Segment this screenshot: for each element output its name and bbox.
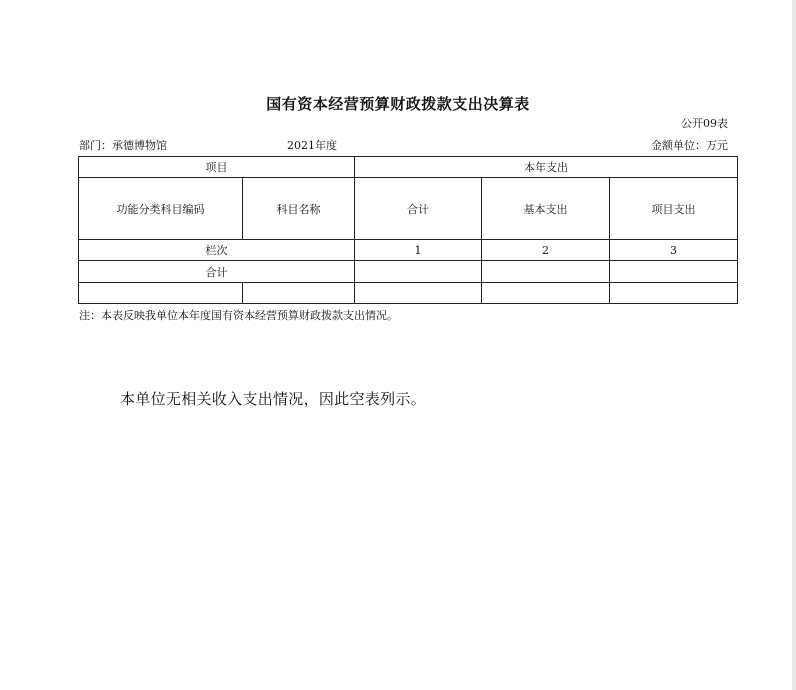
budget-table [78, 156, 738, 304]
header-item: 项目 [79, 157, 355, 178]
table-note: 注：本表反映我单位本年度国有资本经营预算财政拨款支出情况。 [79, 309, 398, 322]
empty-table-message: 本单位无相关收入支出情况，因此空表列示。 [120, 390, 427, 408]
fiscal-year: 2021年度 [287, 139, 337, 152]
col-basic: 基本支出 [482, 178, 610, 240]
form-number: 公开09表 [681, 117, 728, 130]
empty-cell [243, 283, 355, 304]
table-row-total [79, 261, 738, 283]
index-3: 3 [610, 240, 738, 261]
table-header-row [79, 157, 738, 178]
empty-cell [79, 283, 243, 304]
index-2: 2 [482, 240, 610, 261]
col-subject-name: 科目名称 [243, 178, 355, 240]
header-current-year: 本年支出 [355, 157, 738, 178]
table-row-empty [79, 283, 738, 304]
empty-cell [355, 283, 482, 304]
total-cell [355, 261, 482, 283]
index-1: 1 [355, 240, 482, 261]
col-function-code: 功能分类科目编码 [79, 178, 243, 240]
col-total: 合计 [355, 178, 482, 240]
empty-cell [610, 283, 738, 304]
document-title: 国有资本经营预算财政拨款支出决算表 [266, 95, 530, 113]
department-label: 部门：承德博物馆 [79, 139, 167, 152]
col-project: 项目支出 [610, 178, 738, 240]
empty-cell [482, 283, 610, 304]
project-cell [610, 261, 738, 283]
table-row-index [79, 240, 738, 261]
basic-cell [482, 261, 610, 283]
row-column-index: 栏次 [79, 240, 355, 261]
row-total: 合计 [79, 261, 355, 283]
table-subheader-row [79, 178, 738, 240]
amount-unit: 金额单位：万元 [651, 139, 728, 152]
